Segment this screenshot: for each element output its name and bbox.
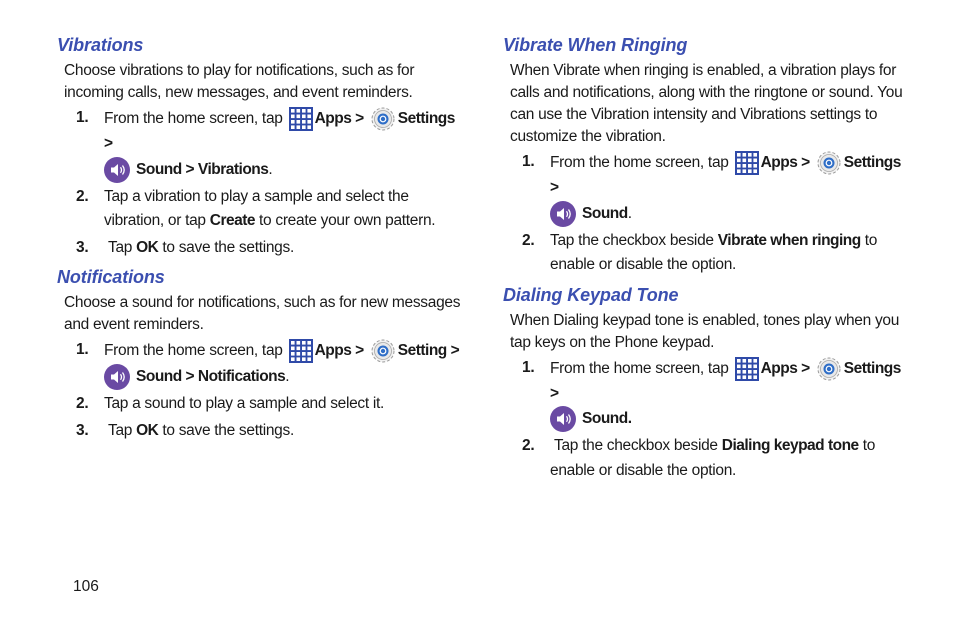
settings-gear-icon (816, 150, 842, 176)
step-text: to create your own pattern. (259, 212, 436, 229)
list-item (503, 356, 913, 433)
create-label: Create (209, 212, 256, 229)
apps-label: Apps > (314, 110, 364, 128)
list-item (503, 434, 913, 483)
step-text: From the home screen, tap (550, 359, 729, 377)
right-column (503, 30, 913, 485)
step-text: From the home screen, tap (104, 110, 283, 128)
step-text: to enable or disable the option. (550, 231, 878, 273)
vibrations-heading: Vibrations (57, 35, 144, 55)
step-number: 1. (522, 153, 535, 170)
step-end: . (285, 368, 290, 386)
vibrate-when-ringing-heading: Vibrate When Ringing (503, 35, 688, 55)
step-end: . (627, 204, 632, 222)
step-number: 2. (522, 437, 535, 454)
path-label: Sound (582, 204, 628, 222)
vibrate-when-ringing-steps (503, 150, 913, 278)
step-text: Tap (108, 238, 133, 256)
step-text: Tap the checkbox beside (554, 437, 718, 454)
dialing-keypad-tone-steps (503, 356, 913, 484)
step-text: From the home screen, tap (550, 154, 729, 172)
page-number: 106 (73, 578, 99, 595)
notifications-intro: Choose a sound for notifications, such as for new messages and event reminders. (64, 294, 461, 333)
settings-label: Settings > (550, 154, 901, 196)
dialing-keypad-tone-heading: Dialing Keypad Tone (503, 284, 679, 305)
step-number: 2. (76, 395, 89, 412)
apps-grid-icon (735, 151, 759, 175)
sound-speaker-icon (550, 201, 576, 227)
ok-label: OK (136, 421, 159, 439)
list-item (57, 419, 467, 444)
step-text: to enable or disable the option. (550, 437, 876, 479)
list-item (57, 185, 467, 234)
path-label: Sound > Notifications (136, 368, 286, 386)
step-text: Tap a vibration to play a sample and select the vibration, or tap (104, 187, 409, 229)
step-text: to save the settings. (162, 238, 294, 256)
sound-speaker-icon (104, 364, 130, 390)
step-end: . (268, 160, 273, 178)
step-number: 1. (76, 341, 89, 358)
path-label: Sound > Vibrations (136, 160, 269, 178)
step-text: Tap the checkbox beside (550, 231, 714, 249)
step-number: 2. (76, 187, 89, 205)
settings-gear-icon (370, 106, 396, 132)
step-number: 1. (522, 358, 535, 376)
apps-label: Apps > (314, 342, 364, 360)
apps-grid-icon (289, 339, 313, 363)
apps-grid-icon (735, 357, 759, 381)
path-label: Sound. (582, 410, 632, 428)
step-text: Tap (108, 421, 133, 439)
apps-label: Apps > (760, 359, 810, 377)
step-text: Tap a sound to play a sample and select it. (104, 395, 385, 412)
notifications-steps (57, 338, 467, 443)
step-number: 3. (76, 421, 89, 439)
settings-label: Settings > (104, 110, 455, 152)
apps-grid-icon (289, 107, 313, 131)
step-text: From the home screen, tap (104, 342, 283, 360)
option-label: Dialing keypad tone (721, 437, 859, 454)
list-item (57, 338, 467, 390)
sound-speaker-icon (550, 406, 576, 432)
list-item (57, 236, 467, 261)
vibrations-steps (57, 106, 467, 260)
sound-speaker-icon (104, 157, 130, 183)
list-item (57, 106, 467, 183)
settings-label: Settings > (550, 359, 901, 402)
step-text: to save the settings. (162, 421, 294, 439)
vibrate-when-ringing-intro: When Vibrate when ringing is enabled, a vibration plays for calls and notifications, along with the ringtone or sound. You can use the Vibration intensity and Vibrations settings to customize the vibration. (510, 62, 903, 145)
list-item (503, 150, 913, 227)
vibrations-intro: Choose vibrations to play for notifications, such as for incoming calls, new messages, and event reminders. (64, 62, 415, 101)
settings-gear-icon (370, 338, 396, 364)
list-item (503, 229, 913, 278)
apps-label: Apps > (760, 154, 810, 172)
settings-gear-icon (816, 356, 842, 382)
step-number: 1. (76, 109, 89, 126)
settings-label: Setting > (397, 342, 460, 360)
step-number: 2. (522, 231, 535, 249)
step-number: 3. (76, 238, 89, 256)
ok-label: OK (136, 238, 159, 256)
left-column (57, 30, 467, 445)
notifications-heading: Notifications (57, 267, 165, 287)
list-item (57, 392, 467, 417)
option-label: Vibrate when ringing (717, 231, 861, 249)
dialing-keypad-tone-intro: When Dialing keypad tone is enabled, tones play when you tap keys on the Phone keypad. (510, 311, 900, 351)
